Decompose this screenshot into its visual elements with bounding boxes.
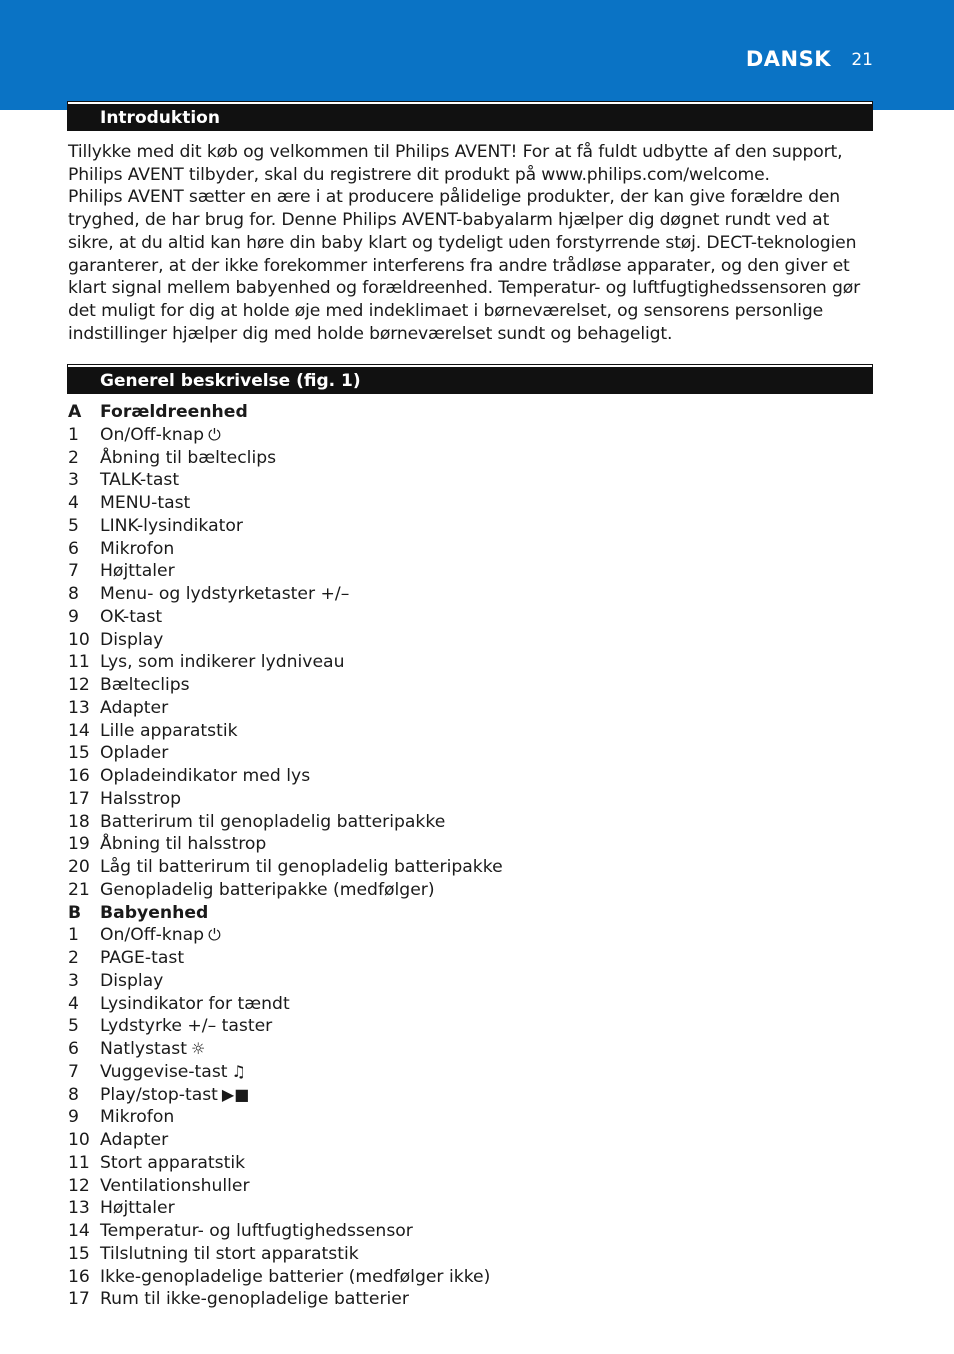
item-label: Tilslutning til stort apparatstik [100, 1243, 359, 1264]
list-item [68, 469, 868, 492]
list-item [68, 1243, 868, 1266]
header-band [0, 0, 954, 110]
item-number: 15 [68, 1243, 90, 1264]
item-number: 9 [68, 1107, 79, 1128]
list-item [68, 697, 868, 720]
item-label: Højttaler [100, 561, 175, 582]
item-number: 12 [68, 1175, 90, 1196]
part-title: Babyenhed [100, 902, 209, 923]
item-label-wrap [100, 1152, 245, 1175]
section-heading-introduction [68, 102, 872, 130]
item-label: Låg til batterirum til genopladelig batteripakke [100, 857, 503, 877]
parts-list [68, 401, 868, 1311]
part-group-heading [68, 401, 868, 424]
list-item [68, 1084, 868, 1107]
section-heading-general-description [68, 365, 872, 393]
item-number: 9 [68, 606, 79, 627]
list-item [68, 1266, 868, 1289]
item-label-wrap [100, 1129, 168, 1152]
part-title: Forældreenhed [100, 402, 248, 422]
list-item [68, 1106, 868, 1129]
item-number: 14 [68, 1221, 90, 1241]
item-label: Play/stop-tast [100, 1084, 218, 1105]
item-label: PAGE-tast [100, 948, 185, 968]
item-number: 11 [68, 652, 90, 673]
item-number: 1 [68, 925, 79, 946]
item-number: 17 [68, 788, 90, 809]
item-number: 21 [68, 879, 90, 900]
intro-paragraph: Tillykke med dit køb og velkommen til Philips AVENT! For at få fuldt udbytte af den support, Philips AVENT tilbyder, skal du registrere dit produkt på www.philips.com/welcome. [68, 142, 843, 185]
item-number: 11 [68, 1152, 90, 1173]
list-item [68, 970, 868, 993]
item-label-wrap [100, 538, 174, 561]
item-label: Genopladelig batteripakke (medfølger) [100, 879, 435, 900]
item-label: Adapter [100, 697, 169, 718]
item-number: 10 [68, 1130, 90, 1150]
item-number: 18 [68, 811, 90, 832]
item-label-wrap [100, 1220, 413, 1243]
item-number: 1 [68, 424, 79, 445]
list-item [68, 742, 868, 765]
intro-text [68, 141, 878, 345]
item-label-wrap [100, 993, 290, 1016]
item-symbol-icon: ♫ [231, 1061, 246, 1081]
item-symbol-icon: ⏻ [208, 424, 221, 444]
list-item [68, 811, 868, 834]
item-label: Mikrofon [100, 1107, 175, 1128]
item-label: LINK-lysindikator [100, 515, 243, 536]
item-number: 7 [68, 1061, 79, 1082]
section-title: Generel beskrivelse (fig. 1) [100, 371, 361, 391]
page-number: 21 [851, 50, 873, 70]
item-symbol-icon: ▶■ [221, 1084, 250, 1104]
list-item [68, 788, 868, 811]
item-number: 13 [68, 1198, 90, 1219]
item-number: 4 [68, 993, 79, 1014]
item-label: Vuggevise-tast [100, 1061, 228, 1082]
item-label-wrap [100, 515, 243, 538]
item-label-wrap [100, 924, 221, 947]
part-letter: B [68, 902, 82, 923]
list-item [68, 1175, 868, 1198]
item-label: Ventilationshuller [100, 1175, 250, 1196]
list-item [68, 720, 868, 743]
item-label: Batterirum til genopladelig batteripakke [100, 811, 446, 832]
item-number: 10 [68, 629, 90, 650]
item-number: 16 [68, 1266, 90, 1287]
item-label-wrap [100, 765, 310, 788]
list-item [68, 492, 868, 515]
item-number: 20 [68, 857, 90, 877]
item-symbol-icon: ☼ [191, 1039, 206, 1058]
list-item [68, 1288, 868, 1311]
item-label: Lysindikator for tændt [100, 993, 290, 1014]
list-item [68, 515, 868, 538]
item-label: Lydstyrke +/– taster [100, 1016, 273, 1037]
item-label-wrap [100, 447, 276, 470]
list-item [68, 538, 868, 561]
item-label-wrap [100, 1015, 272, 1038]
list-item [68, 1129, 868, 1152]
part-group-heading [68, 902, 868, 925]
item-number: 17 [68, 1289, 90, 1310]
intro-paragraph: Philips AVENT sætter en ære i at producere pålidelige produkter, der kan give forældre den tryghed, de har brug for. Denne Philips AVENT-babyalarm hjælper dig døgnet rundt ved at sikre, at du altid kan høre din baby klart og tydeligt uden forstyrrende støj. DECT-teknologien garanterer, at der ikke forekommer interferens fra andre trådløse apparater, og den giver et klart signal mellem babyenhed og forældreenhed. Temperatur- og luftfugtighedssensoren gør det muligt for dig at holde øje med indeklimaet i børneværelset, og sensorens personlige indstillinger hjælper dig med holde børneværelset sundt og behageligt. [68, 187, 860, 344]
item-label-wrap [100, 629, 163, 652]
item-label: Opladeindikator med lys [100, 766, 311, 786]
item-label-wrap [100, 1175, 250, 1198]
item-number: 8 [68, 1084, 79, 1105]
item-label-wrap [100, 424, 221, 447]
list-item [68, 560, 868, 583]
item-label-wrap [100, 492, 190, 515]
item-number: 3 [68, 470, 79, 491]
item-label: Temperatur- og luftfugtighedssensor [100, 1221, 413, 1241]
item-label-wrap [100, 742, 168, 765]
section-title: Introduktion [100, 108, 220, 128]
item-label-wrap [100, 879, 435, 902]
list-item [68, 765, 868, 788]
item-number: 8 [68, 584, 79, 604]
item-label-wrap [100, 970, 163, 993]
list-item [68, 856, 868, 879]
item-label: Lille apparatstik [100, 720, 238, 741]
item-number: 6 [68, 538, 79, 559]
item-label-wrap [100, 1084, 249, 1107]
item-label: TALK-tast [100, 470, 180, 491]
item-label-wrap [100, 1243, 359, 1266]
item-label-wrap [100, 560, 175, 583]
list-item [68, 947, 868, 970]
list-item [68, 606, 868, 629]
list-item [68, 674, 868, 697]
item-label-wrap [100, 856, 503, 879]
list-item [68, 833, 868, 856]
item-number: 5 [68, 515, 79, 536]
item-label-wrap [100, 1266, 490, 1289]
item-label: On/Off-knap [100, 424, 205, 445]
item-number: 4 [68, 493, 79, 513]
list-item [68, 1061, 868, 1084]
list-item [68, 583, 868, 606]
list-item [68, 1015, 868, 1038]
item-number: 6 [68, 1039, 79, 1059]
item-label: Bælteclips [100, 675, 190, 695]
item-number: 2 [68, 447, 79, 468]
item-label-wrap [100, 833, 266, 856]
list-item [68, 424, 868, 447]
list-item [68, 651, 868, 674]
item-label: Lys, som indikerer lydniveau [100, 652, 345, 673]
item-label: Adapter [100, 1130, 169, 1150]
item-label-wrap [100, 469, 179, 492]
item-number: 2 [68, 948, 79, 968]
item-label-wrap [100, 1197, 175, 1220]
item-number: 16 [68, 766, 90, 786]
item-symbol-icon: ⏻ [208, 925, 221, 945]
part-letter: A [68, 402, 82, 422]
item-label: Display [100, 629, 164, 650]
item-number: 3 [68, 970, 79, 991]
item-label: Mikrofon [100, 538, 175, 559]
item-label: Højttaler [100, 1198, 175, 1219]
item-label: Ikke-genopladelige batterier (medfølger ikke) [100, 1266, 491, 1287]
item-label-wrap [100, 720, 238, 743]
list-item [68, 1152, 868, 1175]
item-label-wrap [100, 1061, 246, 1084]
item-label-wrap [100, 583, 349, 606]
item-label: Natlystast [100, 1039, 187, 1059]
item-number: 13 [68, 697, 90, 718]
item-label: On/Off-knap [100, 925, 205, 946]
item-label-wrap [100, 811, 445, 834]
item-label-wrap [100, 1288, 409, 1311]
item-number: 15 [68, 743, 90, 764]
item-number: 5 [68, 1016, 79, 1037]
list-item [68, 924, 868, 947]
language-label: DANSK [745, 47, 831, 71]
item-label-wrap [100, 947, 184, 970]
item-number: 12 [68, 675, 90, 695]
item-number: 7 [68, 561, 79, 582]
item-label-wrap [100, 606, 162, 629]
item-label: OK-tast [100, 606, 163, 627]
item-label: Stort apparatstik [100, 1152, 246, 1173]
item-label-wrap [100, 674, 190, 697]
list-item [68, 1220, 868, 1243]
item-label-wrap [100, 1106, 174, 1129]
item-label: Oplader [100, 743, 169, 764]
item-label-wrap [100, 1038, 205, 1061]
item-label: Rum til ikke-genopladelige batterier [100, 1289, 409, 1310]
list-item [68, 1197, 868, 1220]
item-number: 19 [68, 834, 90, 855]
item-label: Menu- og lydstyrketaster +/– [100, 584, 350, 604]
list-item [68, 629, 868, 652]
item-label-wrap [100, 788, 181, 811]
item-label: MENU-tast [100, 493, 191, 513]
item-label: Display [100, 970, 164, 991]
item-label: Åbning til bælteclips [100, 447, 277, 468]
item-label-wrap [100, 697, 168, 720]
item-label-wrap [100, 651, 344, 674]
list-item [68, 993, 868, 1016]
list-item [68, 879, 868, 902]
item-label: Åbning til halsstrop [100, 834, 267, 855]
item-label: Halsstrop [100, 788, 181, 809]
list-item [68, 447, 868, 470]
item-number: 14 [68, 720, 90, 741]
list-item [68, 1038, 868, 1061]
